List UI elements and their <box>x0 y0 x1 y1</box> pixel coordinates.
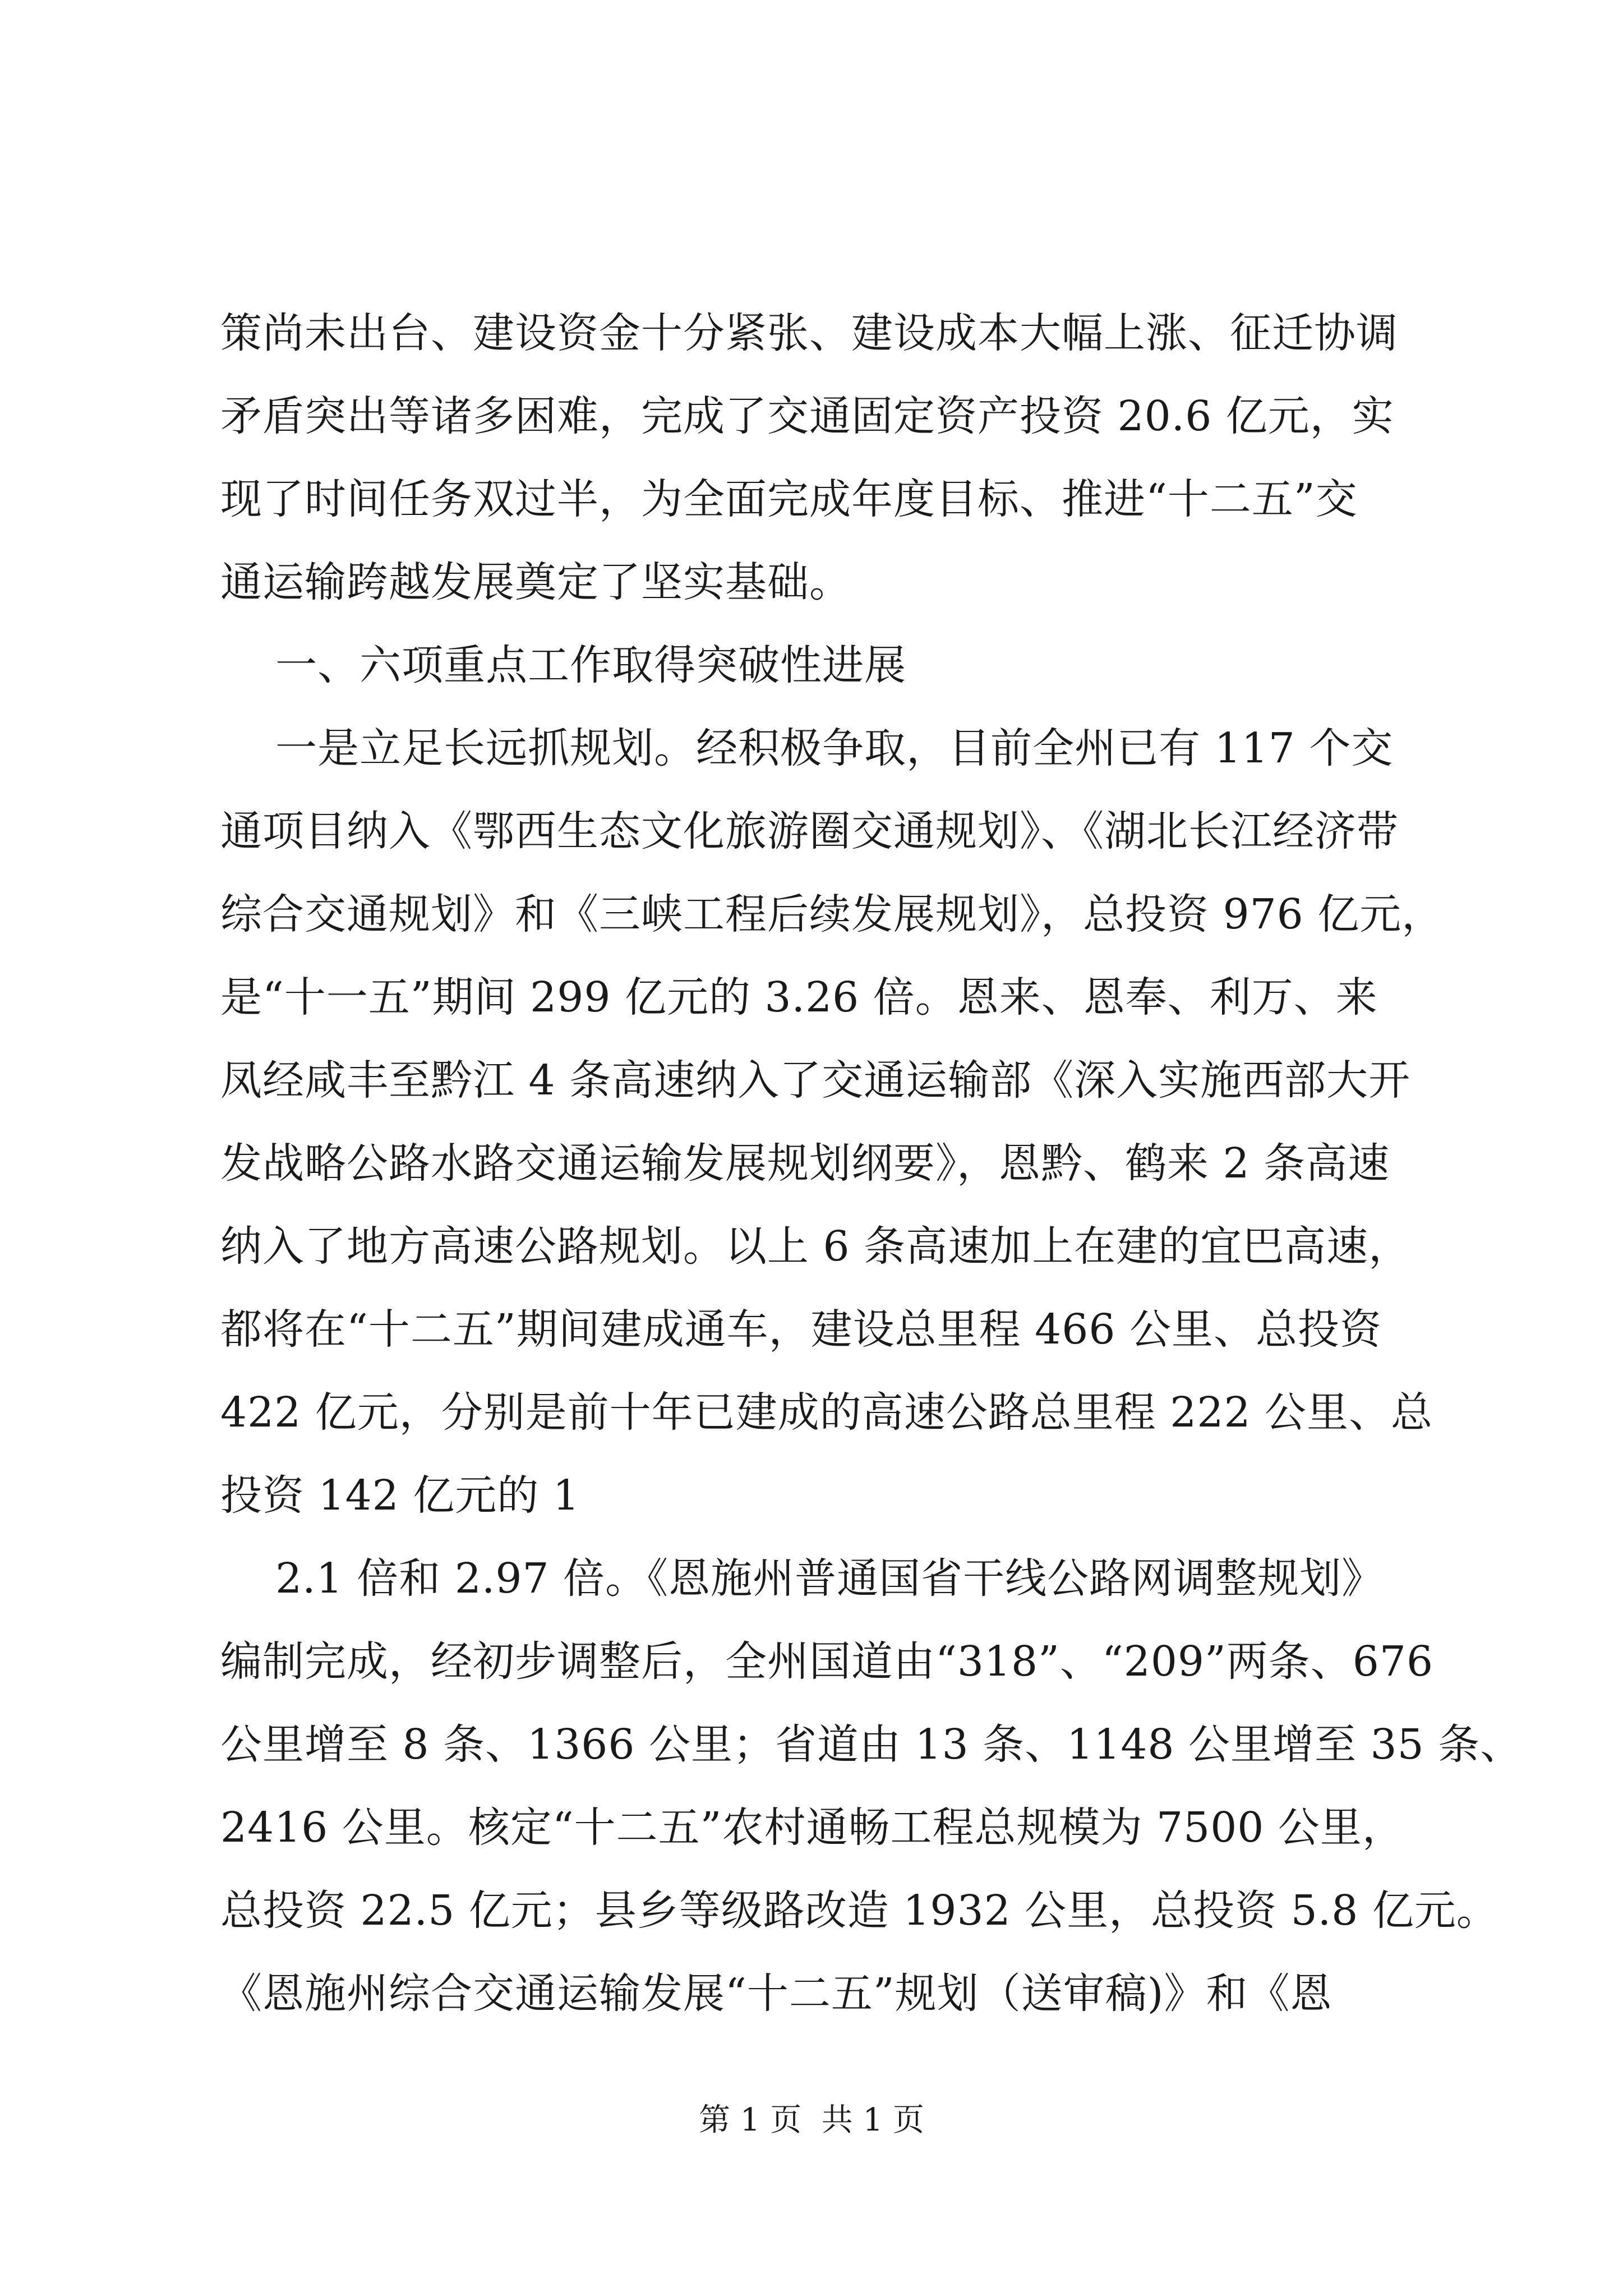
text-line: 策尚未出台、建设资金十分紧张、建设成本大幅上涨、征迁协调 <box>220 309 1398 357</box>
text-line: 公里增至 8 条、1366 公里；省道由 13 条、1148 公里增至 35 条、 <box>220 1720 1523 1769</box>
text-line: 发战略公路水路交通运输发展规划纲要》，恩黔、鹤来 2 条高速 <box>220 1139 1390 1188</box>
text-line: 投资 142 亿元的 1 <box>220 1471 580 1520</box>
section-heading: 一、六项重点工作取得突破性进展 <box>220 641 907 689</box>
text-line: 通项目纳入《鄂西生态文化旅游圈交通规划》、《湖北长江经济带 <box>220 807 1399 855</box>
text-line: 一是立足长远抓规划。经积极争取，目前全州已有 117 个交 <box>220 724 1394 772</box>
text-line: 《恩施州综合交通运输发展“十二五”规划（送审稿)》和《恩 <box>220 1970 1332 2018</box>
body-text <box>220 292 1523 2035</box>
text-line: 纳入了地方高速公路规划。以上 6 条高速加上在建的宜巴高速， <box>220 1222 1411 1271</box>
text-line: 矛盾突出等诸多困难，完成了交通固定资产投资 20.6 亿元，实 <box>220 392 1394 440</box>
text-line: 通运输跨越发展奠定了坚实基础。 <box>220 558 851 606</box>
text-line: 综合交通规划》和《三峡工程后续发展规划》，总投资 976 亿元， <box>220 890 1444 938</box>
text-line: 422 亿元，分别是前十年已建成的高速公路总里程 222 公里、总 <box>220 1388 1433 1437</box>
text-line: 凤经咸丰至黔江 4 条高速纳入了交通运输部《深入实施西部大开 <box>220 1056 1411 1105</box>
page-footer: 第 1 页 共 1 页 <box>698 2102 925 2138</box>
text-line: 是“十一五”期间 299 亿元的 3.26 倍。恩来、恩奉、利万、来 <box>220 973 1378 1022</box>
text-line: 2416 公里。核定“十二五”农村通畅工程总规模为 7500 公里， <box>220 1803 1404 1852</box>
text-line: 现了时间任务双过半，为全面完成年度目标、推进“十二五”交 <box>220 475 1358 523</box>
text-line: 总投资 22.5 亿元；县乡等级路改造 1932 公里，总投资 5.8 亿元。 <box>220 1887 1498 1935</box>
text-line: 编制完成，经初步调整后，全州国道由“318”、“209”两条、676 <box>220 1637 1434 1686</box>
text-line: 都将在“十二五”期间建成通车，建设总里程 466 公里、总投资 <box>220 1305 1382 1354</box>
text-line: 2.1 倍和 2.97 倍。《恩施州普通国省干线公路网调整规划》 <box>220 1554 1384 1603</box>
